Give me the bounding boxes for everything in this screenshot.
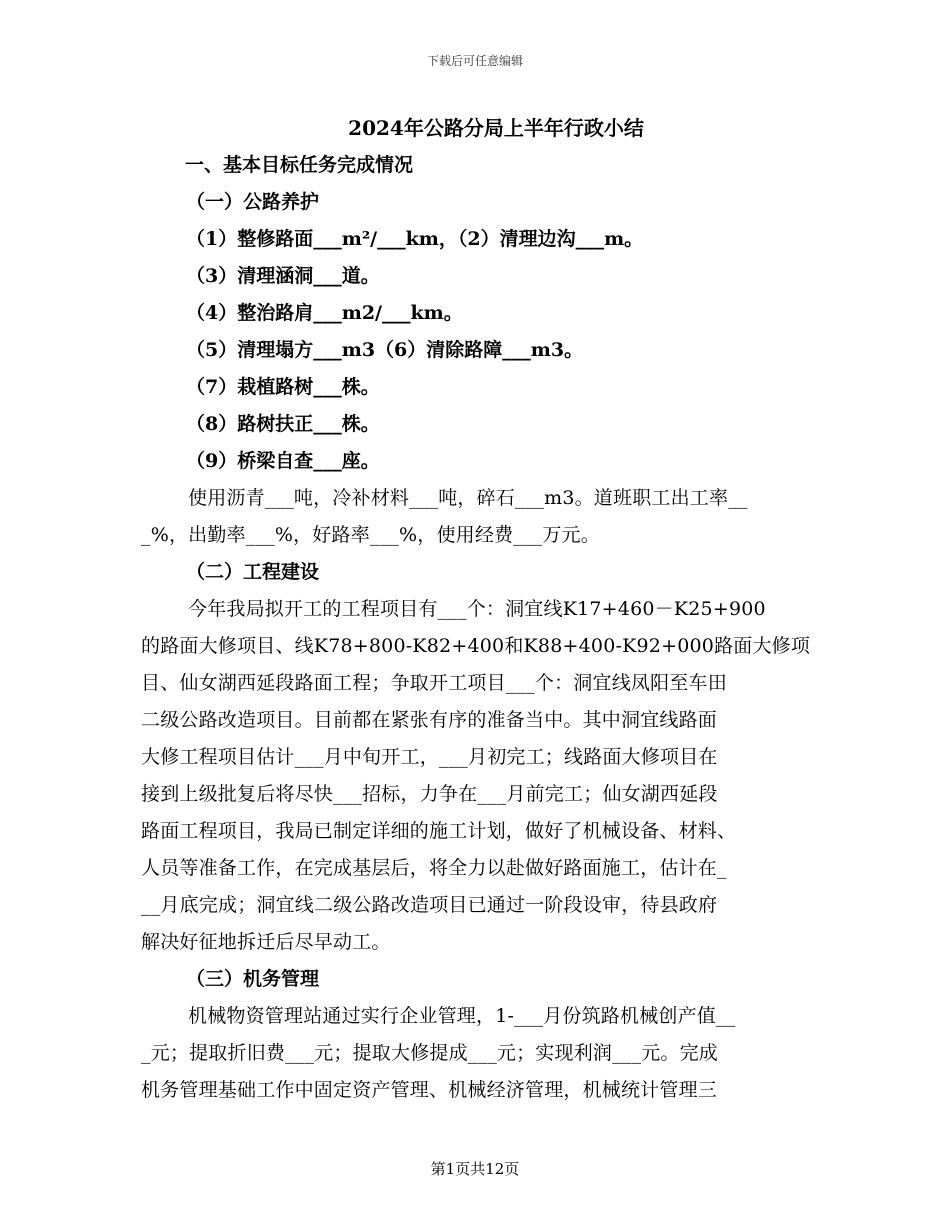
paragraph-construction: [141, 591, 811, 961]
subsection-heading-construction: （二）工程建设: [186, 561, 320, 583]
list-item: （9）桥梁自查___座。: [186, 450, 380, 472]
paragraph-line: 大修工程项目估计___月中旬开工，___月初完工；线路面大修项目在: [141, 746, 718, 768]
document-body: [141, 112, 811, 1109]
paragraph-line: 机务管理基础工作中固定资产管理、机械经济管理，机械统计管理三: [141, 1079, 718, 1101]
paragraph-line: 的路面大修项目、线K78+800-K82+400和K88+400-K92+000路面大修项: [141, 635, 811, 657]
paragraph-line: __月底完成；洞宜线二级公路改造项目已通过一阶段设审，待县政府: [141, 894, 718, 916]
paragraph-line: 目、仙女湖西延段路面工程；争取开工项目___个：洞宜线凤阳至车田: [141, 672, 727, 694]
list-item: （8）路树扶正___株。: [186, 413, 380, 435]
paragraph-line: 接到上级批复后将尽快___招标，力争在___月前完工；仙女湖西延段: [141, 783, 718, 805]
list-item: （7）栽植路树___株。: [186, 376, 380, 398]
paragraph-materials: [141, 480, 811, 554]
paragraph-machinery: [141, 998, 811, 1109]
paragraph-line: _元；提取折旧费___元；提取大修提成___元；实现利润___元。完成: [141, 1042, 719, 1064]
document-title: 2024年公路分局上半年行政小结: [348, 116, 644, 140]
list-item: （3）清理涵洞___道。: [186, 265, 380, 287]
list-item: （1）整修路面___m²/___km，（2）清理边沟___m。: [186, 228, 644, 250]
list-item: （4）整治路肩___m2/___km。: [186, 302, 463, 324]
paragraph-line: 路面工程项目，我局已制定详细的施工计划，做好了机械设备、材料、: [141, 820, 737, 842]
paragraph-line: 人员等准备工作，在完成基层后，将全力以赴做好路面施工，估计在_: [141, 857, 727, 879]
paragraph-line: _%，出勤率___%，好路率___%，使用经费___万元。: [141, 524, 600, 546]
paragraph-line: 解决好征地拆迁后尽早动工。: [141, 931, 391, 953]
page-number: 第1页共12页: [430, 1160, 520, 1178]
header-note: 下载后可任意编辑: [426, 54, 523, 68]
paragraph-line: 机械物资管理站通过实行企业管理，1-___月份筑路机械创产值__: [188, 1005, 736, 1027]
list-item: （5）清理塌方___m3（6）清除路障___m3。: [186, 339, 584, 361]
paragraph-line: 使用沥青___吨，冷补材料___吨，碎石___m3。道班职工出工率__: [188, 487, 748, 509]
subsection-heading-machinery: （三）机务管理: [186, 968, 320, 990]
paragraph-line: 二级公路改造项目。目前都在紧张有序的准备当中。其中洞宜线路面: [141, 709, 718, 731]
section-heading-1: 一、基本目标任务完成情况: [185, 154, 414, 176]
subsection-heading-road-maintenance: （一）公路养护: [186, 191, 320, 213]
paragraph-line: 今年我局拟开工的工程项目有___个：洞宜线K17+460－K25+900: [188, 598, 766, 620]
